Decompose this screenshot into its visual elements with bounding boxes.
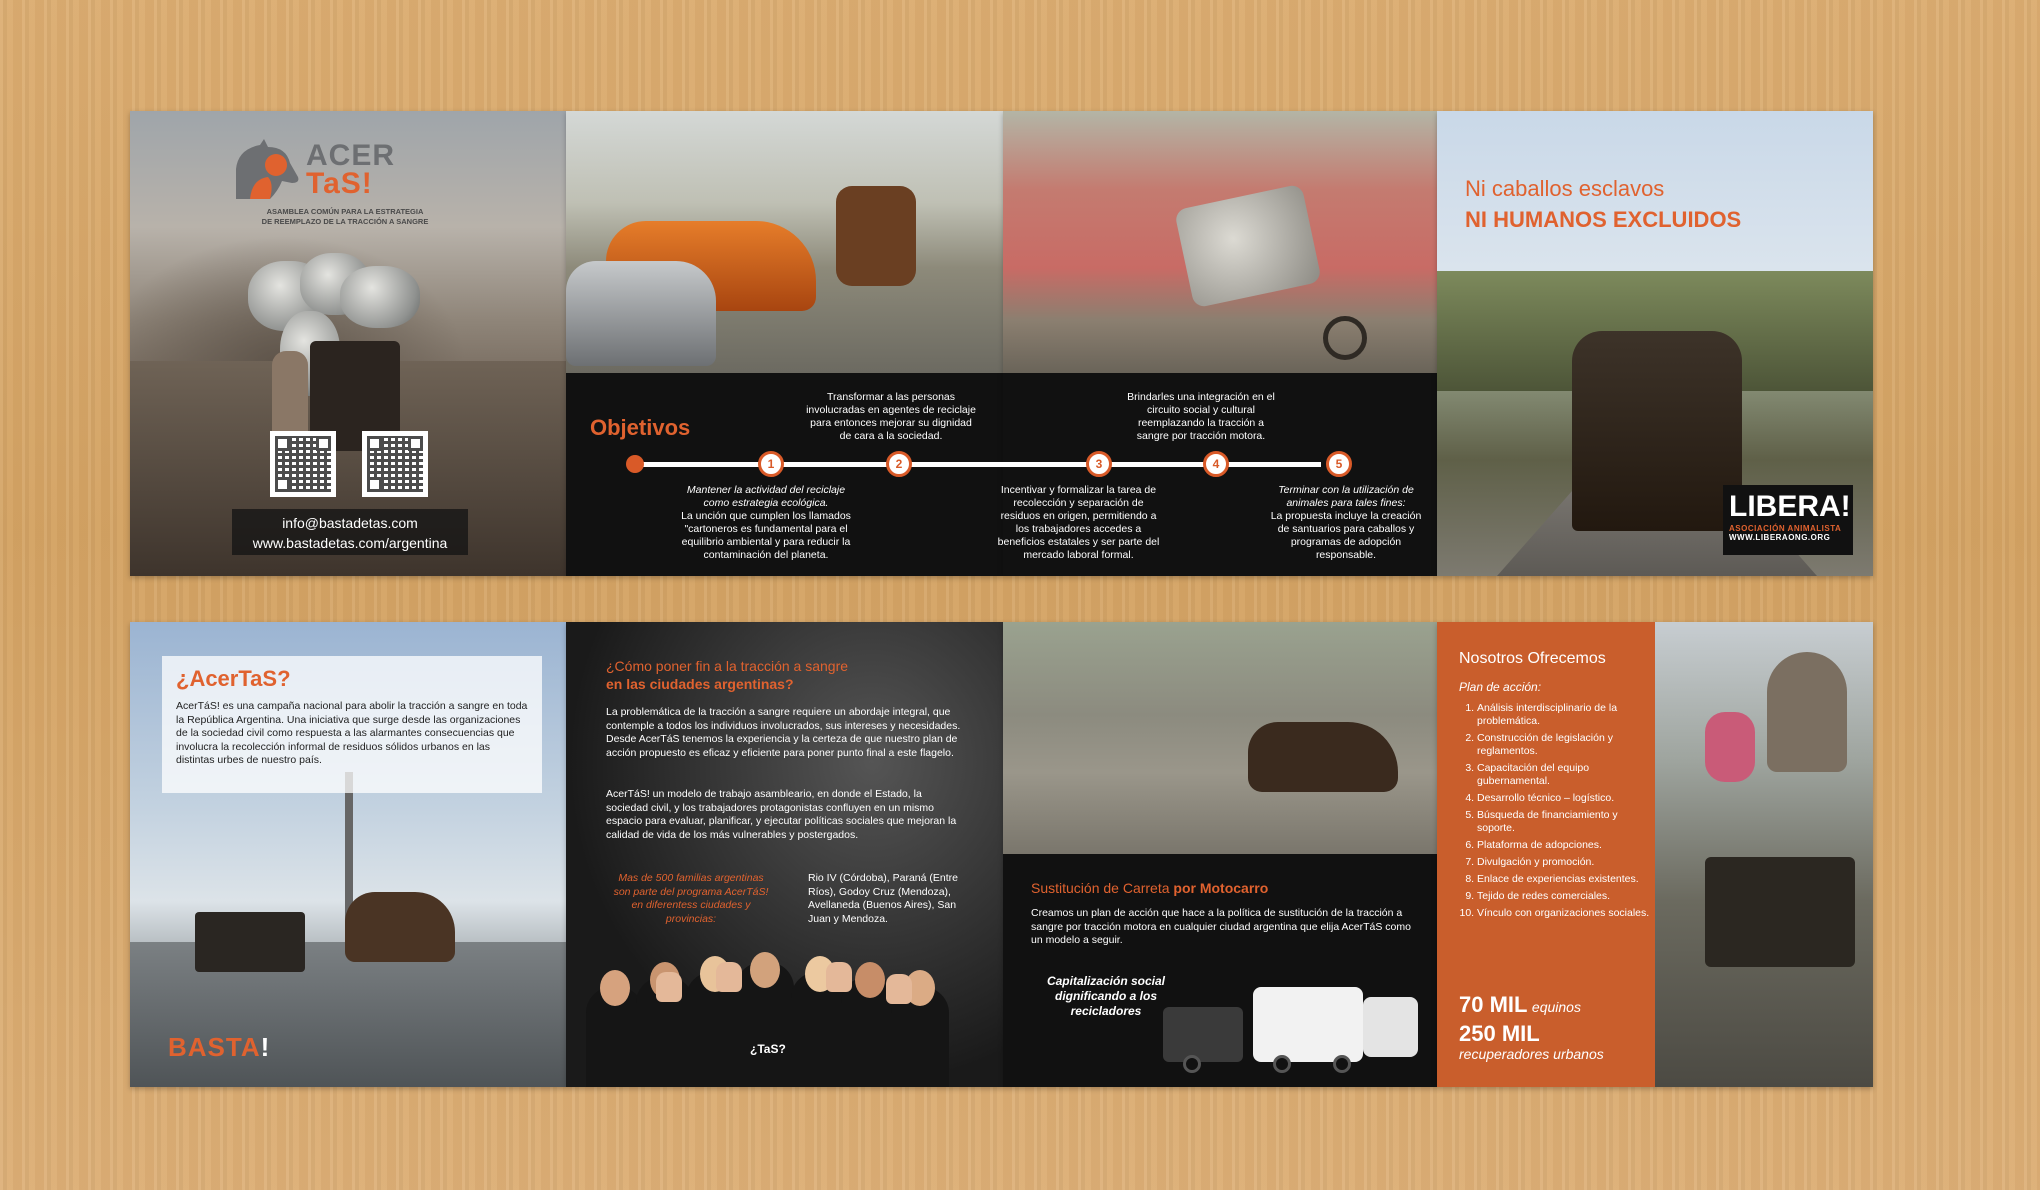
intro-box <box>162 656 542 793</box>
shirt-logo: ¿TaS? <box>750 1042 786 1056</box>
horse-cart <box>836 186 916 286</box>
stat-recuperadores <box>1459 1022 1604 1062</box>
plan-item: 10. Vínculo con organizaciones sociales. <box>1477 907 1654 920</box>
cart-silhouette <box>195 912 305 972</box>
contact-box <box>232 509 468 555</box>
qr-code[interactable] <box>270 431 336 497</box>
objetivo-5-lead: Terminar con la utilización de animales para tales fines: <box>1278 484 1414 509</box>
objetivo-5-block <box>1266 484 1426 562</box>
acertas-body: AcerTáS! es una campaña nacional para abolir la tracción a sangre en toda la República Argentina. Una iniciativa que surge desde las organizaciones de la sociedad civil como respuesta a las alarmantes consecuencias que involucra la recolección informal de residuos sólidos urbanos en las distintas urbes de nuestro país. <box>176 700 528 766</box>
plan-label: Plan de acción: <box>1459 680 1542 694</box>
wheel <box>1333 1055 1351 1073</box>
libera-logo-url[interactable]: WWW.LIBERAONG.ORG <box>1729 533 1831 542</box>
horse-silhouette <box>345 892 455 962</box>
libera-panel <box>1437 111 1873 576</box>
timeline-start-dot <box>626 455 644 473</box>
plan-list <box>1459 702 1654 924</box>
motocarro-truck-2 <box>1363 997 1418 1057</box>
horse-silhouette <box>1248 722 1398 792</box>
motocarro-caption: Capitalización social dignificando a los recicladores <box>1046 974 1166 1018</box>
basta-mark: ! <box>260 1032 271 1062</box>
plan-item: 1. Análisis interdisciplinario de la problemática. <box>1477 702 1654 728</box>
stat-equinos-label: equinos <box>1531 999 1581 1015</box>
objetivo-1-block <box>681 484 851 562</box>
person-head <box>855 962 885 998</box>
horse-cart-riders <box>1572 331 1742 531</box>
qr-code[interactable] <box>362 431 428 497</box>
libera-logo-title: LIBERA! <box>1729 490 1851 523</box>
headline-2: NI HUMANOS EXCLUIDOS <box>1465 207 1742 232</box>
silver-car <box>566 261 716 366</box>
objetivo-2-text: Transformar a las personas involucradas en agentes de reciclaje para entonces mejorar su dignidad de cara a la sociedad. <box>806 391 976 442</box>
motocarro-title <box>1031 880 1268 896</box>
plan-item: 2. Construcción de legislación y reglamentos. <box>1477 732 1654 758</box>
logo-subtitle-2: DE REEMPLAZO DE LA TRACCIÓN A SANGRE <box>261 217 429 226</box>
families-note: Mas de 500 familias argentinas son parte del programa AcerTáS! en diferentess ciudades y provincias: <box>613 872 769 925</box>
libera-logo-subtitle: ASOCIACIÓN ANIMALISTA <box>1729 524 1842 533</box>
acertas-panel <box>130 622 566 1087</box>
headline-1: Ni caballos esclavos <box>1465 176 1665 201</box>
logo-word-tas: TaS! <box>306 167 373 200</box>
stat-recuperadores-label: recuperadores urbanos <box>1459 1046 1604 1062</box>
motocarro-panel <box>1003 622 1437 1087</box>
raised-hand <box>826 962 852 992</box>
objetivo-1-lead: Mantener la actividad del reciclaje como estrategia ecológica. <box>686 484 846 509</box>
campaign-group-photo <box>586 952 986 1087</box>
cities-list: Rio IV (Córdoba), Paraná (Entre Ríos), Godoy Cruz (Mendoza), Avellaneda (Buenos Aires), San Juan y Mendoza. <box>808 872 958 925</box>
nosotros-ofrecemos-panel <box>1437 622 1873 1087</box>
person-head <box>600 970 630 1006</box>
plan-item: 3. Capacitación del equipo gubernamental. <box>1477 762 1654 788</box>
child-silhouette <box>1705 712 1755 782</box>
cover-panel <box>130 111 566 576</box>
plan-item: 4. Desarrollo técnico – logístico. <box>1477 792 1654 805</box>
objetivo-3-text: Incentivar y formalizar la tarea de recolección y separación de residuos en origen, permitiendo a los trabajadores accedes a beneficios estatales y ser parte del mercado laboral formal. <box>997 484 1160 561</box>
objetivos-section <box>566 373 1437 576</box>
como-poner-fin-panel <box>566 622 1003 1087</box>
motocarro-small <box>1163 1007 1243 1062</box>
wheel <box>1273 1055 1291 1073</box>
timeline-step-2: 2 <box>886 451 912 477</box>
garbage-bundle <box>340 266 420 328</box>
person-head <box>750 952 780 988</box>
plan-item: 8. Enlace de experiencias existentes. <box>1477 873 1654 886</box>
motocarro-title-normal: Sustitución de Carreta <box>1031 880 1174 896</box>
objetivos-title: Objetivos <box>590 415 691 440</box>
timeline-step-1: 1 <box>758 451 784 477</box>
acertas-logo <box>230 131 450 226</box>
stat-recuperadores-number: 250 MIL <box>1459 1021 1540 1046</box>
ofrecemos-title: Nosotros Ofrecemos <box>1459 650 1606 667</box>
cart-wheel <box>1323 316 1367 360</box>
logo-word-acer: ACER <box>306 139 396 172</box>
acertas-title: ¿AcerTaS? <box>176 666 291 691</box>
pylon <box>345 772 353 922</box>
raised-hand <box>886 974 912 1004</box>
question-line-1: ¿Cómo poner fin a la tracción a sangre <box>606 658 849 674</box>
question-line-2: en las ciudades argentinas? <box>606 676 794 692</box>
horse-head-logo-icon <box>230 139 302 201</box>
raised-hand <box>716 962 742 992</box>
rider-silhouette <box>1767 652 1847 772</box>
motocarro-title-bold: por Motocarro <box>1173 880 1269 896</box>
email-link[interactable]: info@bastadetas.com <box>282 515 418 531</box>
basta-logo <box>168 1032 270 1063</box>
plan-item: 5. Búsqueda de financiamiento y soporte. <box>1477 809 1654 835</box>
cart-silhouette <box>1705 857 1855 967</box>
plan-item: 9. Tejido de redes comerciales. <box>1477 890 1654 903</box>
stat-equinos-number: 70 MIL <box>1459 992 1528 1017</box>
motocarro-vehicles <box>1163 977 1423 1077</box>
basta-word: BASTA <box>168 1032 261 1062</box>
raised-hand <box>656 972 682 1002</box>
libera-logo <box>1723 485 1853 555</box>
motocarro-truck <box>1253 987 1363 1062</box>
paragraph-1: La problemática de la tracción a sangre requiere un abordaje integral, que contemple a todos los individuos involucrados, sus intereses y necesidades. Desde AcerTáS tenemos la experiencia y la certeza de que nuestro plan de acción propuesto es eficaz y eficiente para poner punto final a este flagelo. <box>606 706 961 759</box>
objetivo-4-text: Brindarles una integración en el circuito social y cultural reemplazando la tracción a sangre por tracción motora. <box>1127 391 1275 442</box>
plan-item: 7. Divulgación y promoción. <box>1477 856 1654 869</box>
timeline-step-4: 4 <box>1203 451 1229 477</box>
wheel <box>1183 1055 1201 1073</box>
objetivo-5-text: La propuesta incluye la creación de santuarios para caballos y programas de adopción responsable. <box>1270 510 1422 561</box>
objetivo-1-text: La unción que cumplen los llamados "cartoneros es fundamental para el equilibrio ambiental y para reducir la contaminación del planeta. <box>681 510 851 561</box>
plan-item: 6. Plataforma de adopciones. <box>1477 839 1654 852</box>
paragraph-2: AcerTáS! un modelo de trabajo asambleario, en donde el Estado, la sociedad civil, y los trabajadores protagonistas confluyen en un mismo espacio para evaluar, planificar, y ejecutar políticas sociales que mejoran la calidad de vida de los más vulnerables y postergados. <box>606 788 957 841</box>
timeline-step-5: 5 <box>1326 451 1352 477</box>
motocarro-body: Creamos un plan de acción que hace a la política de sustitución de la tracción a sangre por tracción motora en cualquier ciudad argentina que elija AcerTáS como un modelo a seguir. <box>1031 907 1411 946</box>
website-link[interactable]: www.bastadetas.com/argentina <box>252 535 448 551</box>
timeline-step-3: 3 <box>1086 451 1112 477</box>
stat-equinos <box>1459 992 1581 1018</box>
logo-subtitle-1: ASAMBLEA COMÚN PARA LA ESTRATEGIA <box>266 207 424 216</box>
